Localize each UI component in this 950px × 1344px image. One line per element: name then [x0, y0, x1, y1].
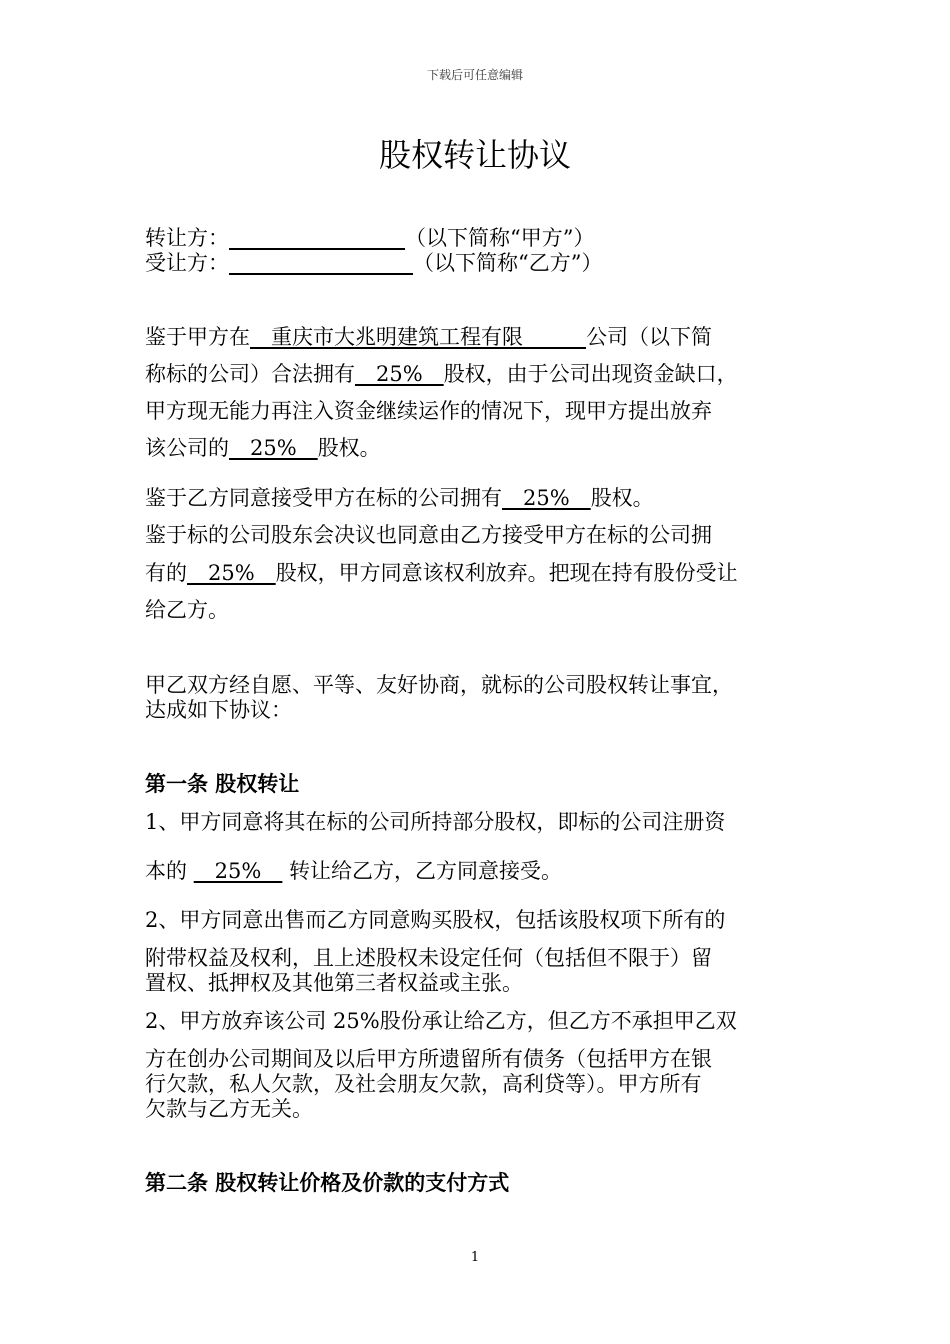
para3-line2	[145, 561, 738, 585]
para2-text: 股权。	[590, 486, 654, 510]
share-percent-field: 25%	[229, 436, 318, 460]
para1-text: 鉴于甲方在	[145, 325, 250, 349]
transferee-line	[145, 251, 602, 275]
para2-text: 鉴于乙方同意接受甲方在标的公司拥有	[145, 486, 502, 510]
header-note: 下载后可任意编辑	[426, 68, 523, 82]
para1-line1	[145, 325, 712, 349]
para4-line1: 甲乙双方经自愿、平等、友好协商，就标的公司股权转让事宜，	[145, 673, 733, 697]
clause-text: 转让给乙方，乙方同意接受。	[289, 859, 563, 883]
para3-line1: 鉴于标的公司股东会决议也同意由乙方接受甲方在标的公司拥	[145, 523, 712, 547]
article1-clause2-line2: 附带权益及权利，且上述股权未设定任何（包括但不限于）留	[145, 946, 712, 970]
share-percent-field: 25%	[187, 561, 276, 585]
company-name-field: 重庆市大兆明建筑工程有限	[250, 325, 586, 349]
para1-text: 该公司的	[145, 436, 229, 460]
para1-text: 称标的公司）合法拥有	[145, 362, 355, 386]
para3-line3: 给乙方。	[145, 598, 229, 622]
transferor-blank[interactable]	[229, 226, 405, 250]
article1-clause3-line4: 欠款与乙方无关。	[145, 1097, 313, 1121]
para1-text: 公司（以下简	[586, 325, 712, 349]
article1-clause1-line1: 1、甲方同意将其在标的公司所持部分股权，即标的公司注册资	[145, 810, 726, 834]
transferee-label: 受让方：	[145, 251, 229, 275]
para1-line2	[145, 362, 738, 386]
para3-text: 有的	[145, 561, 187, 585]
article1-clause3-line1: 2、甲方放弃该公司 25%股份承让给乙方，但乙方不承担甲乙双	[145, 1009, 737, 1033]
article1-heading: 第一条 股权转让	[145, 772, 300, 796]
para1-line3: 甲方现无能力再注入资金继续运作的情况下，现甲方提出放弃	[145, 399, 712, 423]
article1-clause2-line3: 置权、抵押权及其他第三者权益或主张。	[145, 971, 523, 995]
transferor-suffix: （以下简称“甲方”）	[405, 226, 595, 250]
page-number: 1	[470, 1250, 480, 1265]
transferor-label: 转让方：	[145, 226, 229, 250]
article1-clause3-line2: 方在创办公司期间及以后甲方所遗留所有债务（包括甲方在银	[145, 1047, 712, 1071]
article1-clause1-line2	[145, 859, 562, 883]
para1-text: 股权，由于公司出现资金缺口，	[443, 362, 738, 386]
para1-text: 股权。	[317, 436, 381, 460]
clause-text: 本的	[145, 859, 187, 883]
article2-heading: 第二条 股权转让价格及价款的支付方式	[145, 1171, 510, 1195]
share-percent-field: 25%	[355, 362, 444, 386]
transferor-line	[145, 226, 594, 250]
share-percent-field: 25%	[193, 859, 283, 883]
para2-line	[145, 486, 654, 510]
article1-clause3-line3: 行欠款，私人欠款，及社会朋友欠款，高利贷等）。甲方所有	[145, 1072, 702, 1096]
transferee-blank[interactable]	[229, 251, 413, 275]
para3-text: 股权，甲方同意该权利放弃。把现在持有股份受让	[275, 561, 738, 585]
article1-clause2-line1: 2、甲方同意出售而乙方同意购买股权，包括该股权项下所有的	[145, 908, 726, 932]
document-title: 股权转让协议	[378, 136, 571, 174]
para1-line4	[145, 436, 381, 460]
share-percent-field: 25%	[502, 486, 591, 510]
para4-line2: 达成如下协议：	[145, 698, 292, 722]
transferee-suffix: （以下简称“乙方”）	[413, 251, 603, 275]
